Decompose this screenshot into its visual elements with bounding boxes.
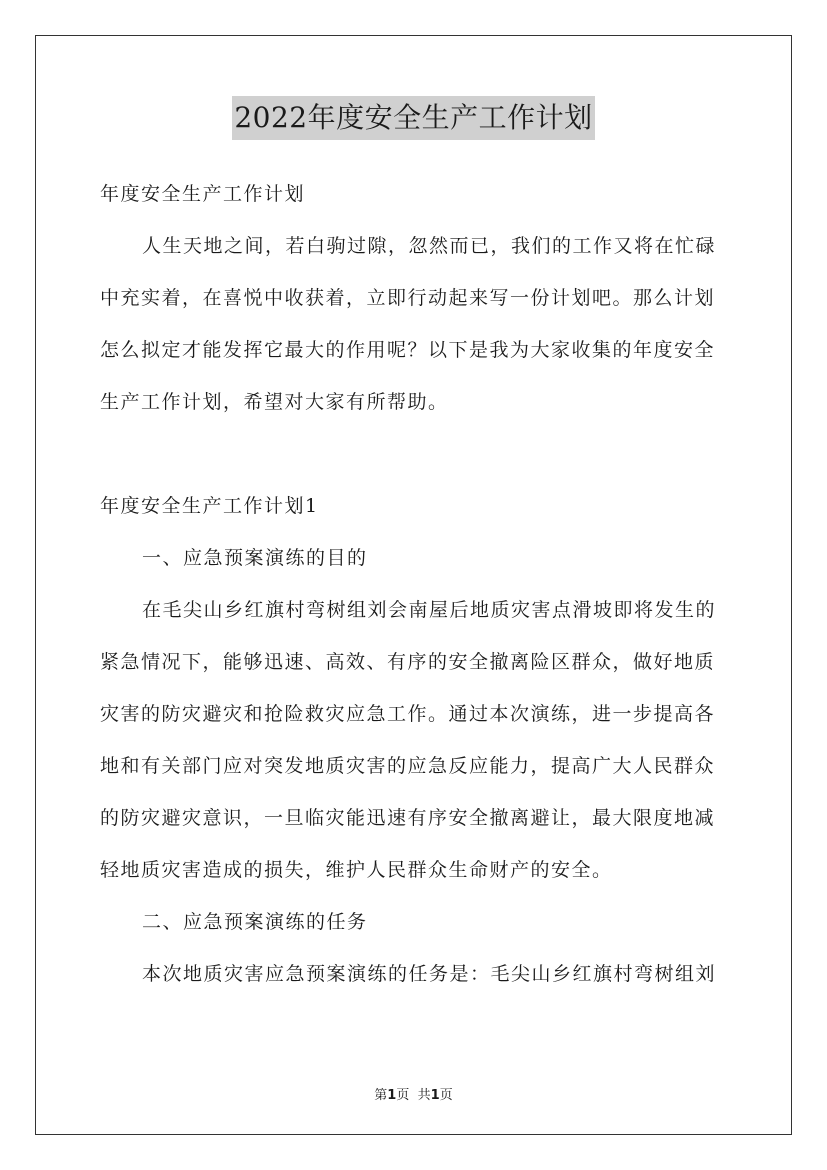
text-line: 的防灾避灾意识，一旦临灾能迅速有序安全撤离避让，最大限度地减: [100, 807, 716, 829]
text-line: 地和有关部门应对突发地质灾害的应急反应能力，提高广大人民群众: [100, 755, 716, 777]
page-total-suffix: 页: [439, 1088, 453, 1103]
page-total-prefix: 共: [417, 1088, 431, 1103]
text-line: 二、应急预案演练的任务: [142, 911, 368, 933]
title-container: [0, 96, 827, 140]
page-number: 1: [387, 1088, 397, 1103]
page-footer: [0, 1084, 827, 1103]
text-line: 年度安全生产工作计划1: [100, 495, 319, 517]
text-line: 年度安全生产工作计划: [100, 183, 306, 205]
text-line: 本次地质灾害应急预案演练的任务是：毛尖山乡红旗村弯树组刘: [142, 963, 717, 985]
document-body: [100, 168, 730, 1000]
page-number-prefix: 第: [374, 1088, 388, 1103]
text-line: 人生天地之间，若白驹过隙，忽然而已，我们的工作又将在忙碌: [142, 235, 717, 257]
text-line: 生产工作计划，希望对大家有所帮助。: [100, 391, 449, 413]
text-line: 中充实着，在喜悦中收获着，立即行动起来写一份计划吧。那么计划: [100, 287, 716, 309]
page-total: 1: [430, 1088, 440, 1103]
text-line: 怎么拟定才能发挥它最大的作用呢？以下是我为大家收集的年度安全: [100, 339, 716, 361]
text-line: 紧急情况下，能够迅速、高效、有序的安全撤离险区群众，做好地质: [100, 651, 716, 673]
blank-line: [100, 428, 730, 480]
text-line: 轻地质灾害造成的损失，维护人民群众生命财产的安全。: [100, 859, 613, 881]
page-number-suffix: 页: [396, 1088, 410, 1103]
document-title: 2022年度安全生产工作计划: [232, 96, 594, 140]
text-line: 灾害的防灾避灾和抢险救灾应急工作。通过本次演练，进一步提高各: [100, 703, 716, 725]
text-line: 一、应急预案演练的目的: [142, 547, 368, 569]
text-line: 在毛尖山乡红旗村弯树组刘会南屋后地质灾害点滑坡即将发生的: [142, 599, 717, 621]
